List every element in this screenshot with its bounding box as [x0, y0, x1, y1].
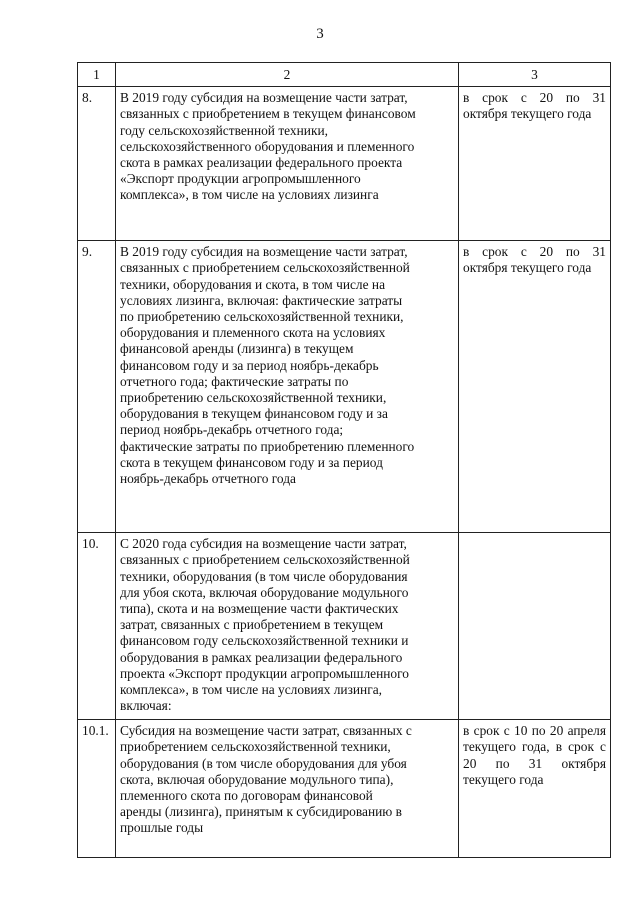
- text-line: скота в рамках реализации федерального проекта: [120, 155, 403, 171]
- text-line: году сельскохозяйственной техники,: [120, 122, 328, 138]
- text-line: «Экспорт продукции агропромышленного: [120, 171, 361, 187]
- table-row: [78, 241, 611, 533]
- text-line: скота, включая оборудование модульного типа),: [120, 771, 394, 787]
- text-line: отчетного года; фактические затраты по: [120, 373, 349, 389]
- text-line: скота в текущем финансовом году и за период: [120, 454, 383, 470]
- row-description: [116, 533, 459, 720]
- row-term: в срок с 20 по 31 октября текущего года: [459, 241, 611, 533]
- text-line: техники, оборудования (в том числе оборудования: [120, 568, 408, 584]
- table-header-row: [78, 63, 611, 87]
- text-line: фактические затраты по приобретению племенного: [120, 438, 415, 454]
- text-line: комплекса», в том числе на условиях лизинга: [120, 187, 379, 203]
- schedule-table: [77, 62, 611, 858]
- text-line: В 2019 году субсидия на возмещение части затрат,: [120, 244, 408, 260]
- row-term: в срок с 10 по 20 апреля текущего года, в срок с 20 по 31 октября текущего года: [459, 720, 611, 858]
- text-line: финансовом году сельскохозяйственной техники и: [120, 633, 409, 649]
- text-line: техники, оборудования и скота, в том числе на: [120, 276, 386, 292]
- text-line: включая:: [120, 698, 172, 714]
- row-description: [116, 87, 459, 241]
- text-line: В 2019 году субсидия на возмещение части затрат,: [120, 90, 408, 106]
- text-line: условиях лизинга, включая: фактические затраты: [120, 292, 403, 308]
- text-line: приобретением сельскохозяйственной техники,: [120, 739, 391, 755]
- text-line: оборудования в рамках реализации федерального: [120, 649, 403, 665]
- text-line: прошлые годы: [120, 820, 204, 836]
- text-line: период ноябрь-декабрь отчетного года;: [120, 422, 344, 438]
- row-description: [116, 720, 459, 858]
- text-line: по приобретению сельскохозяйственной техники,: [120, 309, 404, 325]
- table-row: [78, 87, 611, 241]
- text-line: оборудования и племенного скота на условиях: [120, 325, 386, 341]
- row-number: 10.1.: [78, 720, 116, 858]
- text-line: оборудования в текущем финансовом году и за: [120, 406, 388, 422]
- row-term: [459, 533, 611, 720]
- text-line: приобретению сельскохозяйственной техники,: [120, 390, 387, 406]
- page-number: 3: [316, 26, 324, 42]
- text-line: Субсидия на возмещение части затрат, связанных с: [120, 723, 412, 739]
- row-number: 9.: [78, 241, 116, 533]
- row-number: 10.: [78, 533, 116, 720]
- row-description: [116, 241, 459, 533]
- text-line: связанных с приобретением в текущем финансовом: [120, 106, 416, 122]
- text-line: С 2020 года субсидия на возмещение части затрат,: [120, 536, 407, 552]
- table-row: [78, 720, 611, 858]
- header-cell-number: 1: [78, 63, 116, 87]
- text-line: комплекса», в том числе на условиях лизинга,: [120, 682, 382, 698]
- header-cell-term: 3: [459, 63, 611, 87]
- text-line: типа), скота и на возмещение части фактических: [120, 601, 399, 617]
- table-row: [78, 533, 611, 720]
- text-line: для убоя скота, включая оборудование модульного: [120, 584, 409, 600]
- row-number: 8.: [78, 87, 116, 241]
- text-line: затрат, связанных с приобретением в текущем: [120, 617, 384, 633]
- text-line: ноябрь-декабрь отчетного года: [120, 471, 296, 487]
- text-line: финансовом году и за период ноябрь-декабрь: [120, 357, 379, 373]
- row-term: в срок с 20 по 31 октября текущего года: [459, 87, 611, 241]
- text-line: аренды (лизинга), принятым к субсидированию в: [120, 804, 402, 820]
- text-line: сельскохозяйственного оборудования и племенного: [120, 138, 415, 154]
- text-line: племенного скота по договорам финансовой: [120, 788, 373, 804]
- text-line: связанных с приобретением сельскохозяйственной: [120, 260, 410, 276]
- header-cell-description: 2: [116, 63, 459, 87]
- text-line: финансовой аренды (лизинга) в текущем: [120, 341, 354, 357]
- text-line: оборудования (в том числе оборудования для убоя: [120, 755, 407, 771]
- text-line: проекта «Экспорт продукции агропромышленного: [120, 665, 409, 681]
- text-line: связанных с приобретением сельскохозяйственной: [120, 552, 410, 568]
